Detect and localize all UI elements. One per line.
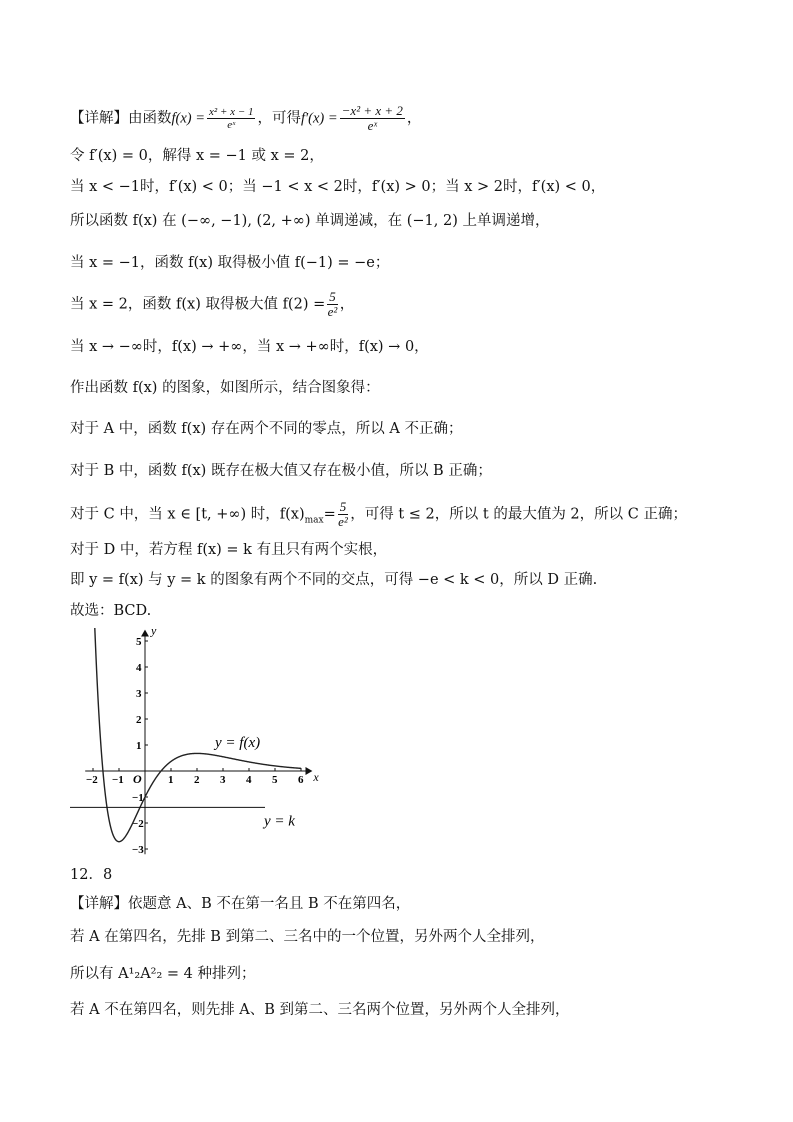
- curve-label: y = f(x): [215, 735, 261, 751]
- x-tick-label: 5: [272, 774, 278, 786]
- line-12: 对于 D 中，若方程 f(x) = k 有且只有两个实根，: [70, 542, 388, 558]
- x-tick-label: 1: [168, 774, 174, 786]
- y-tick-label: −3: [132, 844, 144, 856]
- fraction-max: $\frac{5}{\text{e²}}$: [327, 289, 338, 319]
- line-5: 当 x = −1，函数 f(x) 取得极小值 f(−1) = −e；: [70, 255, 390, 271]
- line-11: 对于 C 中，当 x ∈ [t, +∞) 时，$f(x)_{max}=$ $\frac{5}{\text{e²}}$ ，可得 t ≤ 2，所以 t 的最大值为 2，所以 C 正确；: [70, 499, 687, 529]
- x-tick-label: 4: [246, 774, 252, 786]
- y-tick-label: 5: [136, 636, 142, 648]
- x-tick-label: −2: [86, 774, 98, 786]
- x-tick-label: 6: [298, 774, 304, 786]
- line-4: 所以函数 f(x) 在 (−∞, −1), (2, +∞) 单调递减，在 (−1, 2) 上单调递增，: [70, 213, 550, 229]
- x-axis-label: x: [313, 770, 319, 784]
- line-9: 对于 A 中，函数 f(x) 存在两个不同的零点，所以 A 不正确；: [70, 421, 463, 437]
- line-13: 即 y = f(x) 与 y = k 的图象有两个不同的交点，可得 −e < k < 0，所以 D 正确.: [70, 572, 598, 588]
- line-14: 故选：BCD.: [70, 603, 152, 619]
- origin-label: O: [133, 772, 142, 786]
- line-label: y = k: [264, 813, 295, 830]
- fraction-fprime: $\frac{\text{−x² + x + 2}}{\text{eˣ}}$: [341, 103, 403, 133]
- line-3: 当 x < −1时，f′(x) < 0；当 −1 < x < 2时，f′(x) > 0；当 x > 2时，f′(x) < 0，: [70, 179, 606, 195]
- line-8: 作出函数 f(x) 的图象，如图所示，结合图象得：: [70, 380, 380, 396]
- y-axis-label: y: [151, 628, 157, 638]
- fraction-c: $\frac{5}{\text{e²}}$: [338, 499, 348, 529]
- y-tick-label: −1: [132, 792, 144, 804]
- x-tick-label: 2: [194, 774, 200, 786]
- line-2: 令 f′(x) = 0，解得 x = −1 或 x = 2，: [70, 148, 324, 164]
- line-16: 若 A 在第四名，先排 B 到第二、三名中的一个位置，另外两个人全排列，: [70, 929, 545, 945]
- line-1: 【详解】由函数f(x) = $\frac{\text{x² + x − 1}}{\text{eˣ}}$ ，可得f′(x) = $\frac{\text{−x² + x + 2}}{\text{eˣ}}$ ，: [70, 103, 422, 133]
- line-7: 当 x → −∞时，f(x) → +∞，当 x → +∞时，f(x) → 0，: [70, 339, 429, 355]
- question-number: 12．8: [70, 867, 113, 883]
- x-tick-label: 3: [220, 774, 226, 786]
- line-17: 所以有 A¹₂A²₂ = 4 种排列；: [70, 966, 256, 982]
- y-tick-label: 4: [136, 662, 142, 674]
- line-18: 若 A 不在第四名，则先排 A、B 到第二、三名两个位置，另外两个人全排列，: [70, 1002, 570, 1018]
- y-tick-label: 3: [136, 688, 142, 700]
- line-10: 对于 B 中，函数 f(x) 既存在极大值又存在极小值，所以 B 正确；: [70, 463, 492, 479]
- y-tick-label: 2: [136, 714, 142, 726]
- y-tick-label: −2: [132, 818, 144, 830]
- y-tick-label: 1: [136, 740, 142, 752]
- function-curve: [95, 628, 301, 842]
- function-graph: [60, 628, 340, 858]
- fraction-f: $\frac{\text{x² + x − 1}}{\text{eˣ}}$: [209, 106, 254, 131]
- line-15: 【详解】依题意 A、B 不在第一名且 B 不在第四名，: [70, 896, 411, 912]
- line-6: 当 x = 2，函数 f(x) 取得极大值 f(2) = $\frac{5}{\text{e²}}$ ，: [70, 289, 355, 319]
- x-tick-label: −1: [112, 774, 124, 786]
